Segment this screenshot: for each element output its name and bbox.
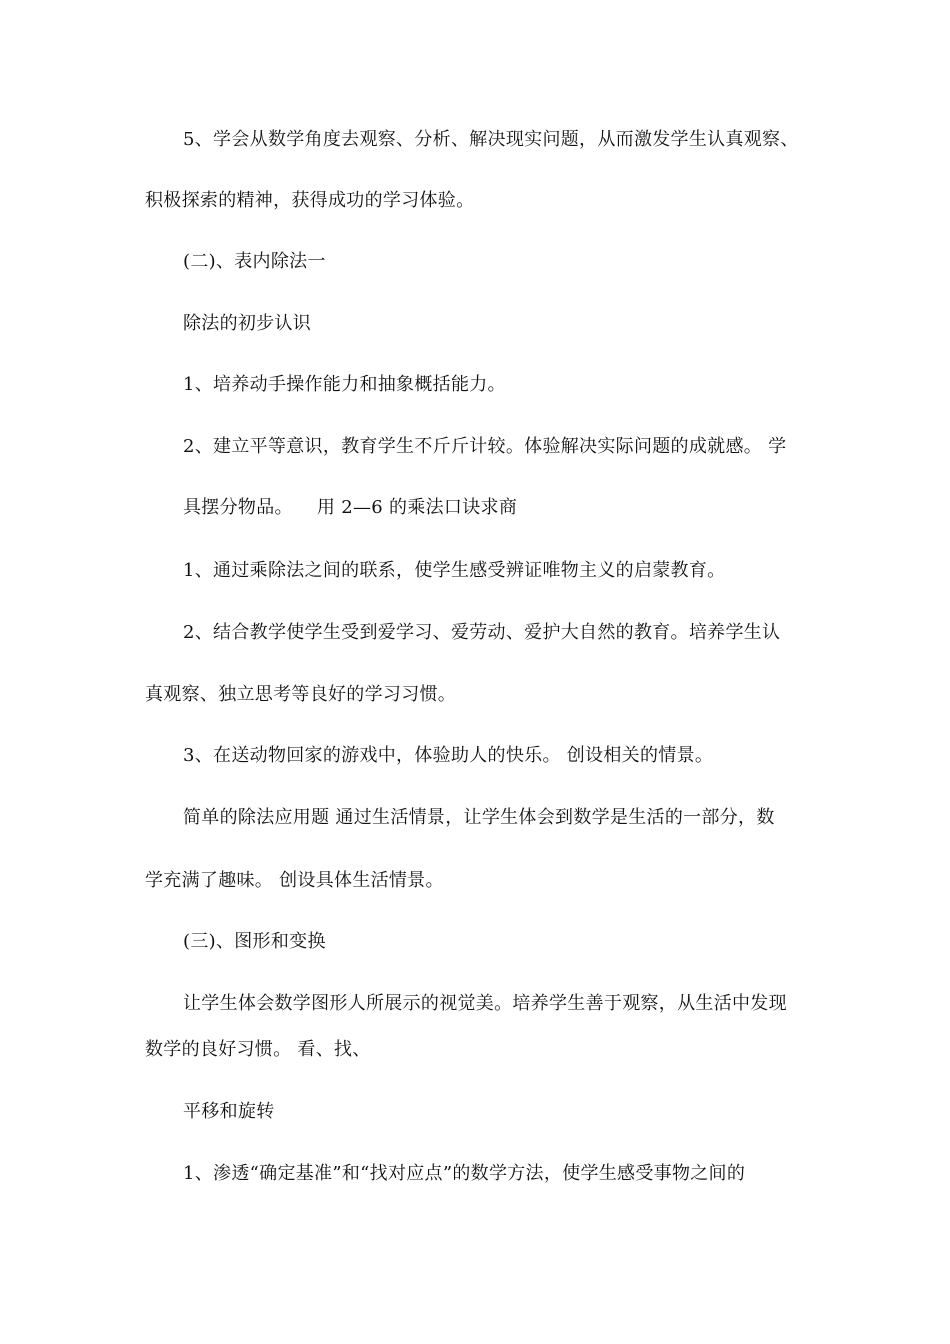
subsection-heading: 平移和旋转 xyxy=(183,1101,275,1122)
paragraph-line: 1、通过乘除法之间的联系，使学生感受辨证唯物主义的启蒙教育。 xyxy=(183,560,726,581)
paragraph-line: 3、在送动物回家的游戏中，体验助人的快乐。 创设相关的情景。 xyxy=(183,745,714,766)
paragraph-line: 2、建立平等意识，教育学生不斤斤计较。体验解决实际问题的成就感。 学 xyxy=(183,436,787,457)
paragraph-line: 1、培养动手操作能力和抽象概括能力。 xyxy=(183,374,506,395)
paragraph-line: 积极探索的精神，获得成功的学习体验。 xyxy=(145,190,475,211)
section-heading: (二)、表内除法一 xyxy=(183,251,326,272)
paragraph-line: 真观察、独立思考等良好的学习习惯。 xyxy=(145,684,457,705)
paragraph-line: 5、学会从数学角度去观察、分析、解决现实问题，从而激发学生认真观察、 xyxy=(183,129,799,150)
paragraph-line: 1、渗透“确定基准”和“找对应点”的数学方法，使学生感受事物之间的 xyxy=(183,1163,746,1184)
paragraph-line: 数学的良好习惯。 看、找、 xyxy=(145,1039,371,1060)
paragraph-line: 学充满了趣味。 创设具体生活情景。 xyxy=(145,870,444,891)
paragraph-line: 2、结合教学使学生受到爱学习、爱劳动、爱护大自然的教育。培养学生认 xyxy=(183,622,781,643)
paragraph-line: 简单的除法应用题 通过生活情景，让学生体会到数学是生活的一部分，数 xyxy=(183,807,775,828)
paragraph-line: 让学生体会数学图形人所展示的视觉美。培养学生善于观察，从生活中发现 xyxy=(183,993,787,1014)
section-heading: (三)、图形和变换 xyxy=(183,931,326,952)
paragraph-line: 具摆分物品。 用 2—6 的乘法口诀求商 xyxy=(183,497,518,518)
subsection-heading: 除法的初步认识 xyxy=(183,313,312,334)
